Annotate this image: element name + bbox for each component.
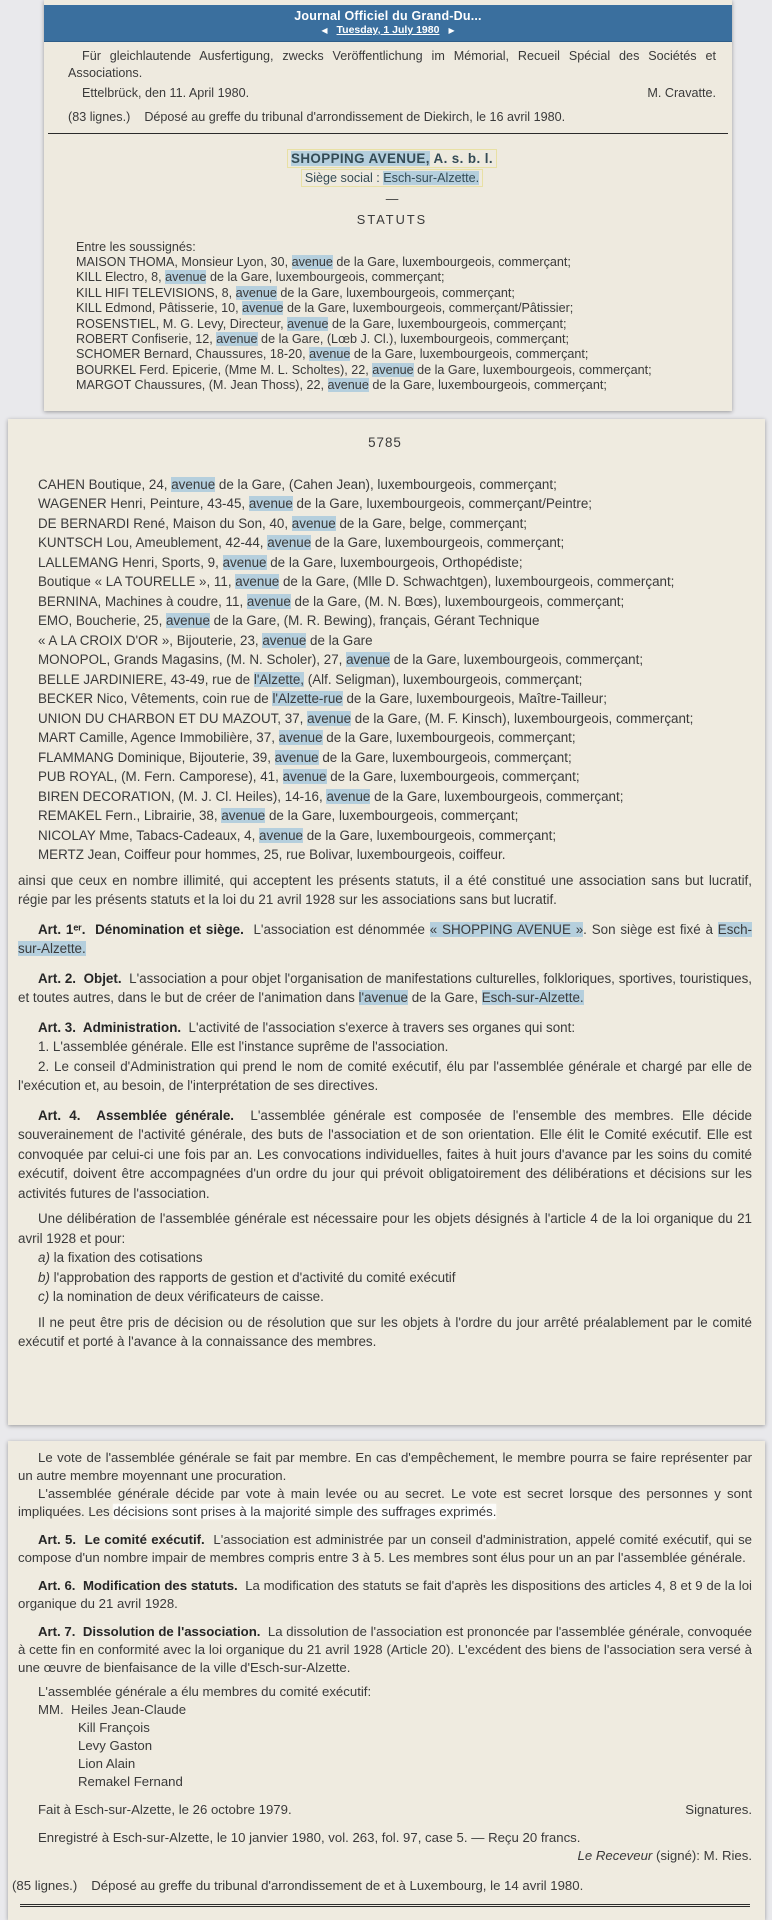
deposit-line <box>12 1877 752 1895</box>
receveur-line: Le Receveur (signé): M. Ries. <box>577 1848 752 1863</box>
paragraph: Art. 6. Modification des statuts. La modification des statuts se fait d'après les dispositions des articles 4, 8 et 9 de la loi organique du 21 avril 1928. <box>18 1578 752 1611</box>
signatory-line: MONOPOL, Grands Magasins, (M. N. Scholer), 27, avenue de la Gare, luxembourgeois, commerçant; <box>38 652 644 667</box>
previous-day-icon[interactable]: ◀ <box>321 26 328 35</box>
paragraph-german-notice: Für gleichlautende Ausfertigung, zwecks Veröffentlichung im Mémorial, Recueil Spécial des Sociétés et Associations. <box>68 49 716 80</box>
scanned-page-top <box>44 0 732 411</box>
paragraph: L'assemblée générale a élu membres du comité exécutif: <box>38 1684 372 1699</box>
search-highlight: Esch-sur-Alzette. <box>18 921 752 956</box>
document-title-block <box>68 149 716 187</box>
signatory-line: BECKER Nico, Vêtements, coin rue de l'Alzette-rue de la Gare, luxembourgeois, Maître-Tailleur; <box>38 691 607 706</box>
page1-content <box>44 48 732 394</box>
search-highlight: avenue <box>262 632 307 648</box>
search-highlight: l'Alzette, <box>253 671 305 687</box>
signatory-line: REMAKEL Fern., Librairie, 38, avenue de la Gare, luxembourgeois, commerçant; <box>38 808 519 823</box>
signatory-line: DE BERNARDI René, Maison du Son, 40, avenue de la Gare, belge, commerçant; <box>38 515 528 531</box>
page-number: 5785 <box>368 435 402 450</box>
paragraph: 1. L'assemblée générale. Elle est l'instance suprême de l'association. <box>38 1039 449 1054</box>
search-highlight: avenue <box>309 347 351 362</box>
search-highlight: avenue <box>165 270 207 285</box>
articles-page2 <box>18 871 752 1352</box>
signatory-line: BERNINA, Machines à coudre, 11, avenue de la Gare, (M. N. Bœs), luxembourgeois, commerçant; <box>38 593 625 609</box>
signatory-line: SCHOMER Bernard, Chaussures, 18-20, avenue de la Gare, luxembourgeois, commerçant; <box>76 347 589 362</box>
signatory-line: MERTZ Jean, Coiffeur pour hommes, 25, rue Bolivar, luxembourgeois, coiffeur. <box>38 847 506 862</box>
signatory-line: LALLEMANG Henri, Sports, 9, avenue de la Gare, luxembourgeois, Orthopédiste; <box>38 554 523 570</box>
signatory-line: NICOLAY Mme, Tabacs-Cadeaux, 4, avenue de la Gare, luxembourgeois, commerçant; <box>38 827 557 843</box>
double-rule <box>20 1904 750 1907</box>
paragraph: a) la fixation des cotisations <box>38 1250 203 1265</box>
paragraph: ainsi que ceux en nombre illimité, qui acceptent les présents statuts, il a été constitué une association sans but lucratif, régie par les présents statuts et la loi du 21 avril 1928 sur les associations sans but lucratif. <box>18 872 752 907</box>
scanned-page-5785 <box>8 419 765 1425</box>
search-highlight: avenue <box>346 652 391 667</box>
signatory-line: CAHEN Boutique, 24, avenue de la Gare, (Cahen Jean), luxembourgeois, commerçant; <box>38 476 557 492</box>
signatories-intro: Entre les soussignés: <box>76 239 196 254</box>
signatory-line: EMO, Boucherie, 25, avenue de la Gare, (M. R. Bewing), français, Gérant Technique <box>38 613 540 628</box>
signatory-line: ROBERT Confiserie, 12, avenue de la Gare, (Lœb J. Cl.), luxembourgeois, commerçant; <box>76 331 570 346</box>
paragraph: Art. 4. Assemblée générale. L'assemblée générale est composée de l'ensemble des membres. Elle décide souverainement de l'activité générale, des buts de l'association et de son orientation. Elle élit le Comité exécutif. Elle est convoquée par celui-ci une fois par an. Les convocations individuelles, faites à huit jours d'avance par les soins du comité exécutif, doivent être accompagnées d'un ordre du jour qui prévoit obligatoirement des délibérations et décisions sur les activités futures de l'association. <box>18 1107 752 1201</box>
search-highlight: « SHOPPING AVENUE » <box>429 921 584 937</box>
search-highlight: avenue <box>372 362 414 377</box>
signatory-line: BELLE JARDINIERE, 43-49, rue de l'Alzette, (Alf. Seligman), luxembourgeois, commerçant; <box>38 671 583 687</box>
member-line: Kill François <box>78 1720 150 1735</box>
search-highlight: avenue <box>248 496 293 511</box>
paragraph: Art. 2. Objet. L'association a pour objet l'organisation de manifestations culturelles, folkloriques, sportives, touristiques, et toutes autres, dans le but de créer de l'animation dans l'avenue de la Gare, Esch-sur-Alzette. <box>18 970 752 1005</box>
search-highlight: avenue <box>291 515 336 531</box>
search-highlight: l'Alzette-rue <box>272 691 343 706</box>
dateline-ettelbruck <box>68 85 716 102</box>
articles-page3 <box>18 1449 752 1701</box>
search-highlight: avenue <box>287 316 329 331</box>
signatory-line: « A LA CROIX D'OR », Bijouterie, 23, avenue de la Gare <box>38 632 373 648</box>
page3-content <box>8 1441 765 1907</box>
signatory-line: MART Camille, Agence Immobilière, 37, avenue de la Gare, luxembourgeois, commerçant; <box>38 730 576 745</box>
search-highlight: avenue <box>216 331 258 346</box>
search-highlight: SHOPPING AVENUE, <box>291 151 430 166</box>
article-lead: Art. 6. Modification des statuts. <box>38 1578 238 1593</box>
search-highlight: Esch-sur-Alzette. <box>481 990 584 1005</box>
member-line: Lion Alain <box>78 1756 136 1771</box>
search-highlight: avenue <box>274 749 319 765</box>
member-line: Levy Gaston <box>78 1738 153 1753</box>
deposit-text: Déposé au greffe du tribunal d'arrondissement de Diekirch, le 16 avril 1980. <box>144 109 566 124</box>
date-link[interactable]: Tuesday, 1 July 1980 <box>336 24 440 36</box>
paragraph: Art. 5. Le comité exécutif. L'association est administrée par un conseil d'administration, appelé comité exécutif, qui se compose d'un nombre impair de membres compris entre 3 à 5. Les membres sont élus pour un an par l'assemblée générale. <box>18 1532 752 1565</box>
paragraph: Il ne peut être pris de décision ou de résolution que sur les objets à l'ordre du jour arrêté préalablement par le comité exécutif et porté à l'avance à la connaissance des membres. <box>18 1314 752 1349</box>
dateline-place: Ettelbrück, den 11. April 1980. <box>82 86 250 100</box>
search-highlight: avenue <box>326 788 371 804</box>
paragraph: c) la nomination de deux vérificateurs de caisse. <box>38 1289 324 1304</box>
member-line: MM. Heiles Jean-Claude <box>38 1702 187 1717</box>
signatory-line: PUB ROYAL, (M. Fern. Camporese), 41, avenue de la Gare, luxembourgeois, commerçant; <box>38 769 580 784</box>
fait-line: Fait à Esch-sur-Alzette, le 26 octobre 1979. <box>38 1802 292 1817</box>
document-title: SHOPPING AVENUE, A. s. b. l. <box>287 149 497 168</box>
date-navigation <box>321 24 454 37</box>
paragraph: 2. Le conseil d'Administration qui prend le nom de comité exécutif, élu par l'assemblée générale et chargé par elle de l'exécution et, au besoin, de l'interprétation de ses directives. <box>18 1058 752 1093</box>
search-highlight: l'avenue <box>358 990 408 1005</box>
search-highlight: avenue <box>246 593 291 609</box>
viewer-header <box>44 5 732 42</box>
scanned-page-bottom <box>8 1441 765 1920</box>
search-highlight: Esch-sur-Alzette. <box>383 171 480 185</box>
signatory-line: Boutique « LA TOURELLE », 11, avenue de la Gare, (Mlle D. Schwachtgen), luxembourgeois, commerçant; <box>38 574 675 589</box>
signatory-line: KILL Electro, 8, avenue de la Gare, luxembourgeois, commerçant; <box>76 270 445 285</box>
search-highlight: avenue <box>222 554 267 570</box>
page2-content <box>8 419 765 1352</box>
paragraph: Art. 7. Dissolution de l'association. La dissolution de l'association est prononcée par l'assemblée générale, convoquée à cette fin en conformité avec la loi organique du 21 avril 1928 (Article 20). L'excédent des biens de l'association sera versé à une œuvre de bienfaisance de la ville d'Esch-sur-Alzette. <box>18 1624 752 1675</box>
signatories-list-page1 <box>68 240 716 394</box>
member-line: Remakel Fernand <box>78 1774 183 1789</box>
deposit-text: Déposé au greffe du tribunal d'arrondissement de et à Luxembourg, le 14 avril 1980. <box>91 1878 584 1893</box>
lines-count: (83 lignes.) <box>68 109 131 124</box>
horizontal-rule <box>48 133 728 134</box>
paragraph: b) l'approbation des rapports de gestion et d'activité du comité exécutif <box>38 1269 456 1285</box>
signatory-line: ROSENSTIEL, M. G. Levy, Directeur, avenue de la Gare, luxembourgeois, commerçant; <box>76 316 567 331</box>
signatory-line: BIREN DECORATION, (M. J. Cl. Heiles), 14-16, avenue de la Gare, luxembourgeois, commerçant; <box>38 788 624 804</box>
search-highlight: avenue <box>166 613 210 628</box>
article-lead: Art. 7. Dissolution de l'association. <box>38 1624 261 1639</box>
search-highlight: avenue <box>327 378 369 393</box>
separator-dash: — <box>385 192 399 206</box>
signatory-line: BOURKEL Ferd. Epicerie, (Mme M. L. Scholtes), 22, avenue de la Gare, luxembourgeois, commerçant; <box>76 362 652 377</box>
signatory-line: WAGENER Henri, Peinture, 43-45, avenue de la Gare, luxembourgeois, commerçant/Peintre; <box>38 496 592 511</box>
search-highlight: avenue <box>267 535 312 550</box>
next-day-icon[interactable]: ▶ <box>448 26 455 35</box>
signatory-line: FLAMMANG Dominique, Bijouterie, 39, avenue de la Gare, luxembourgeois, commerçant; <box>38 749 572 765</box>
signatory-line: UNION DU CHARBON ET DU MAZOUT, 37, avenue de la Gare, (M. F. Kinsch), luxembourgeois, commerçant; <box>38 710 694 726</box>
signatures-label: Signatures. <box>685 1802 752 1817</box>
search-highlight: avenue <box>242 301 284 316</box>
lines-count: (85 lignes.) <box>12 1878 78 1893</box>
search-highlight: avenue <box>278 730 323 745</box>
document-subtitle: Siège social : Esch-sur-Alzette. <box>301 169 483 187</box>
deposit-line <box>68 109 716 126</box>
search-highlight: avenue <box>282 769 327 784</box>
article-lead: Art. 4. Assemblée générale. <box>38 1107 234 1123</box>
signatory-line: MAISON THOMA, Monsieur Lyon, 30, avenue de la Gare, luxembourgeois, commerçant; <box>76 254 571 269</box>
search-highlight: avenue <box>307 710 352 726</box>
dateline-signature: M. Cravatte. <box>647 86 716 100</box>
dateline-fait <box>18 1801 752 1819</box>
signatory-line: KILL Edmond, Pâtisserie, 10, avenue de la Gare, luxembourgeois, commerçant/Pâtissier; <box>76 301 574 316</box>
search-highlight: avenue <box>291 254 333 269</box>
signatory-line: MARGOT Chaussures, (M. Jean Thoss), 22, avenue de la Gare, luxembourgeois, commerçant; <box>76 378 607 393</box>
paragraph: L'assemblée générale décide par vote à main levée ou au secret. Le vote est secret lorsque des personnes y sont impliquées. Les décisions sont prises à la majorité simple des suffrages exprimés. <box>18 1486 752 1519</box>
article-lead: Art. 1ᵉʳ. Dénomination et siège. <box>38 921 244 937</box>
search-highlight: avenue <box>235 285 277 300</box>
search-highlight: avenue <box>235 574 280 589</box>
viewer-title: Journal Officiel du Grand-Du... <box>294 9 482 23</box>
enregistre-line: Enregistré à Esch-sur-Alzette, le 10 janvier 1980, vol. 263, fol. 97, case 5. — Reçu 20 francs. <box>38 1830 581 1845</box>
article-lead: Art. 2. Objet. <box>38 970 122 986</box>
text-layer-artifact: décisions sont prises à la majorité simple des suffrages exprimés. <box>113 1504 497 1519</box>
signatories-list-page2 <box>18 475 752 865</box>
statuts-heading: STATUTS <box>356 212 428 227</box>
signatory-line: KILL HIFI TELEVISIONS, 8, avenue de la Gare, luxembourgeois, commerçant; <box>76 285 515 300</box>
paragraph: Le vote de l'assemblée générale se fait par membre. En cas d'empêchement, le membre pourra se faire représenter par un autre membre moyennant une procuration. <box>18 1450 752 1483</box>
paragraph: Art. 3. Administration. L'activité de l'association s'exerce à travers ses organes qui sont: <box>38 1019 576 1035</box>
signatory-line: KUNTSCH Lou, Ameublement, 42-44, avenue de la Gare, luxembourgeois, commerçant; <box>38 535 565 550</box>
search-highlight: avenue <box>171 476 216 492</box>
search-highlight: avenue <box>259 827 303 843</box>
paragraph: Art. 1ᵉʳ. Dénomination et siège. L'association est dénommée « SHOPPING AVENUE ». Son siège est fixé à Esch-sur-Alzette. <box>18 921 752 956</box>
signatory-lines <box>76 255 716 394</box>
paragraph: Une délibération de l'assemblée générale est nécessaire pour les objets désignés à l'article 4 de la loi organique du 21 avril 1928 et pour: <box>18 1211 752 1246</box>
search-highlight: avenue <box>221 808 266 823</box>
article-lead: Art. 5. Le comité exécutif. <box>38 1532 205 1547</box>
committee-members-list <box>18 1701 752 1791</box>
article-lead: Art. 3. Administration. <box>38 1019 182 1035</box>
